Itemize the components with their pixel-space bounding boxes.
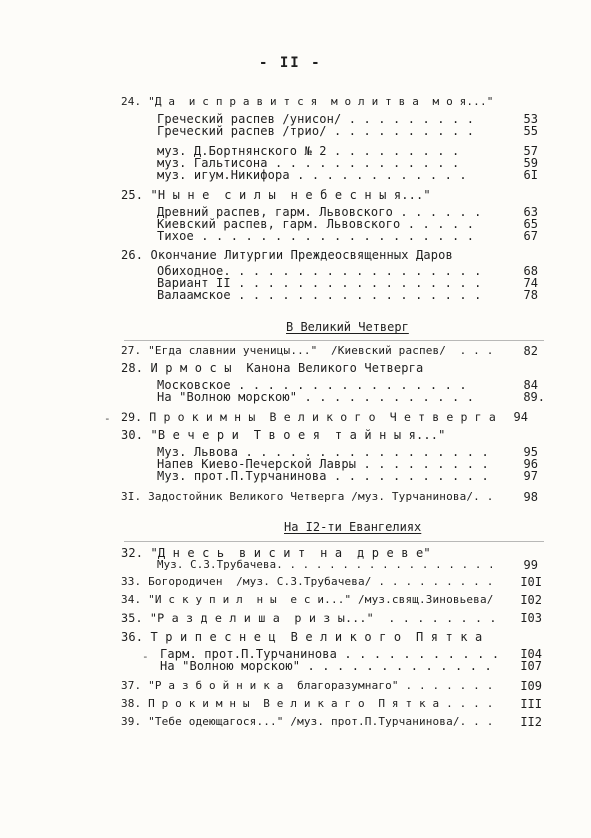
- entry-39: 39. "Тебе одеющагося..." /муз. прот.П.Турчанинова/. . .: [121, 715, 494, 728]
- page-ref: 65: [523, 217, 538, 231]
- page-ref: I09: [520, 679, 542, 693]
- entry-35: 35. "Р а з д е л и ш а р и з ы..." . . . . . . . .: [121, 611, 497, 625]
- entry-25-title: 25. "Н ы н е с и л ы н е б е с н ы я...": [121, 188, 431, 202]
- page-ref: 67: [523, 229, 538, 243]
- page-ref: II2: [520, 715, 542, 729]
- entry-24-item: Греческий распев /трио/ . . . . . . . . . .: [157, 124, 475, 138]
- entry-25-item: Тихое . . . . . . . . . . . . . . . . . . .: [157, 229, 475, 243]
- page-number: - II -: [259, 55, 322, 71]
- entry-30-item: Напев Киево-Печерской Лавры . . . . . . . . .: [157, 457, 489, 471]
- page-ref: I03: [520, 611, 542, 625]
- entry-24-item: муз. игум.Никифора . . . . . . . . . . . .: [157, 168, 467, 182]
- page-ref: 55: [523, 124, 538, 138]
- entry-25-item: Киевский распев, гарм. Львовского . . . . .: [157, 217, 475, 231]
- page-ref: 57: [523, 144, 538, 158]
- entry-36-item: На "Волною морскою" . . . . . . . . . . . . .: [160, 659, 492, 673]
- page-ref: 89.: [523, 390, 545, 404]
- page-ref: 94: [513, 410, 528, 424]
- section-divider: [124, 340, 544, 341]
- entry-24-item: муз. Гальтисона . . . . . . . . . . . . .: [157, 156, 460, 170]
- page-ref: 96: [523, 457, 538, 471]
- entry-33: 33. Богородичен /муз. С.З.Трубачева/ . . . . . . . . .: [121, 575, 494, 588]
- page-ref: 97: [523, 469, 538, 483]
- entry-38: 38. П р о к и м н ы В е л и к а г о П я т к а . . . .: [121, 697, 494, 710]
- page-ref: 68: [523, 264, 538, 278]
- entry-28-item: На "Волною морскою" . . . . . . . . . . . .: [157, 390, 475, 404]
- entry-24-title: 24. "Д а и с п р а в и т с я м о л и т в а м о я...": [121, 95, 494, 108]
- page-ref: 98: [523, 490, 538, 504]
- page-ref: 78: [523, 288, 538, 302]
- page-ref: I02: [520, 593, 542, 607]
- page-ref: 63: [523, 205, 538, 219]
- page-ref: 6I: [523, 168, 538, 182]
- entry-26-item: Обиходное. . . . . . . . . . . . . . . . . .: [157, 264, 482, 278]
- entry-36-item: Гарм. прот.П.Турчанинова . . . . . . . . . . .: [160, 647, 500, 661]
- entry-26-item: Вариант II . . . . . . . . . . . . . . . . .: [157, 276, 482, 290]
- entry-26-item: Валаамское . . . . . . . . . . . . . . . . .: [157, 288, 482, 302]
- entry-36-title: 36. Т р и п е с н е ц В е л и к о г о П я т к а: [121, 630, 483, 644]
- entry-28-title: 28. И р м о с ы Канона Великого Четверга: [121, 361, 424, 375]
- section-divider: [124, 541, 544, 542]
- page-ref: I07: [520, 659, 542, 673]
- entry-32-item: Муз. С.З.Трубачева. . . . . . . . . . . . . . . . .: [157, 558, 495, 571]
- entry-31: 3I. Задостойник Великого Четверга /муз. Турчанинова/. .: [121, 490, 494, 503]
- margin-mark: -: [104, 412, 111, 425]
- entry-29: 29. П р о к и м н ы В е л и к о г о Ч е т в е р г а: [121, 410, 496, 424]
- entry-34: 34. "И с к у п и л н ы е с и..." /муз.свящ.Зиновьева/: [121, 593, 494, 606]
- margin-mark: -: [142, 650, 149, 663]
- entry-32-title: 32. "Д н е с ь в и с и т н а д р е в е": [121, 546, 431, 560]
- entry-30-title: 30. "В е ч е р и Т в о е я т а й н ы я...": [121, 428, 446, 442]
- entry-25-item: Древний распев, гарм. Львовского . . . . . .: [157, 205, 482, 219]
- entry-24-item: Греческий распев /унисон/ . . . . . . . . .: [157, 112, 475, 126]
- page-ref: III: [520, 697, 542, 711]
- page-ref: 53: [523, 112, 538, 126]
- entry-28-item: Московское . . . . . . . . . . . . . . . .: [157, 378, 467, 392]
- page-ref: I04: [520, 647, 542, 661]
- page-ref: 59: [523, 156, 538, 170]
- entry-37: 37. "Р а з б о й н и к а благоразумнаго" . . . . . . .: [121, 679, 494, 692]
- page-ref: 84: [523, 378, 538, 392]
- section-heading-twelve-gospels: На I2-ти Евангелиях: [284, 520, 422, 534]
- entry-27: 27. "Егда славнии ученицы..." /Киевский распев/ . . .: [121, 344, 494, 357]
- page-ref: 74: [523, 276, 538, 290]
- page-ref: I0I: [520, 575, 542, 589]
- entry-26-title: 26. Окончание Литургии Преждеосвященных Даров: [121, 248, 453, 262]
- entry-30-item: Муз. прот.П.Турчанинова . . . . . . . . . . .: [157, 469, 489, 483]
- entry-24-item: муз. Д.Бортнянского № 2 . . . . . . . . .: [157, 144, 460, 158]
- page-ref: 82: [523, 344, 538, 358]
- page-ref: 95: [523, 445, 538, 459]
- entry-30-item: Муз. Львова . . . . . . . . . . . . . . . . .: [157, 445, 489, 459]
- section-heading-thursday: В Великий Четверг: [286, 320, 409, 334]
- page-ref: 99: [523, 558, 538, 572]
